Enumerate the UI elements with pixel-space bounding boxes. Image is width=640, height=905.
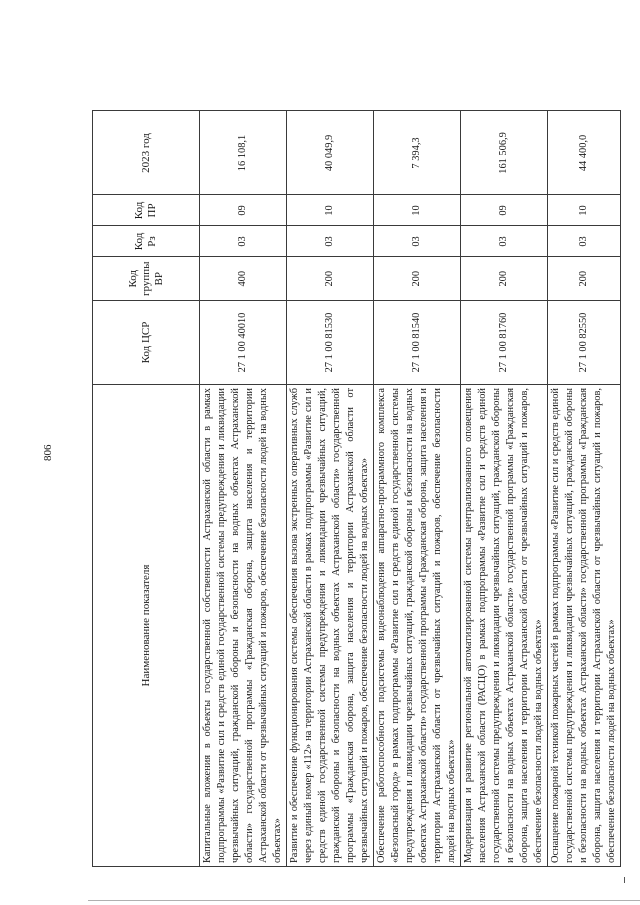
- table-header-row: [93, 111, 200, 867]
- row-vr: 200: [461, 257, 548, 301]
- row-vr: 200: [374, 257, 461, 301]
- row-vr: 400: [200, 257, 287, 301]
- row-rz: 03: [200, 226, 287, 257]
- header-name: Наименование показателя: [93, 385, 200, 867]
- row-csr: 27 1 00 40010: [200, 301, 287, 385]
- header-vr: Код группы ВР: [93, 257, 200, 301]
- row-vr: 200: [548, 257, 621, 301]
- margin-tick: [624, 877, 625, 883]
- row-name: Капитальные вложения в объекты государственной собственности Астраханской области в рамках подпрограммы «Развитие сил и средств единой государственной системы предупреждения и ликвидации чрезвычайных ситуаций, гражданской обороны и безопасности на водных объектах Астраханской области» государственной программы «Гражданская оборона, защита населения и территории Астраханской области от чрезвычайных ситуаций и пожаров, обеспечение безопасности людей на водных объектах»: [200, 385, 287, 867]
- row-pr: 10: [374, 195, 461, 226]
- header-csr: Код ЦСР: [93, 301, 200, 385]
- row-pr: 09: [461, 195, 548, 226]
- scan-edge-line: [88, 900, 640, 901]
- row-pr: 10: [287, 195, 374, 226]
- row-vr: 200: [287, 257, 374, 301]
- row-amount: 44 400,0: [548, 111, 621, 195]
- row-rz: 03: [374, 226, 461, 257]
- row-name: Оснащение пожарной техникой пожарных частей в рамках подпрограммы «Развитие сил и средств единой государственной системы предупреждения и ликвидации чрезвычайных ситуаций, гражданской обороны и безопасности на водных объектах Астраханской области» государственной программы «Гражданская оборона, защита населения и территории Астраханской области от чрезвычайных ситуаций и пожаров, обеспечение безопасности людей на водных объектах»: [548, 385, 621, 867]
- row-rz: 03: [548, 226, 621, 257]
- table-row: [287, 111, 374, 867]
- row-name: Модернизация и развитие региональной автоматизированной системы централизованного оповещения населения Астраханской области (РАСЦО) в рамках подпрограммы «Развитие сил и средств единой государственной системы предупреждения и ликвидации чрезвычайных ситуаций, гражданской обороны и безопасности на водных объектах Астраханской области» государственной программы «Гражданская оборона, защита населения и территории Астраханской области от чрезвычайных ситуаций и пожаров, обеспечение безопасности людей на водных объектах»: [461, 385, 548, 867]
- table-row: [200, 111, 287, 867]
- header-amount: 2023 год: [93, 111, 200, 195]
- table-row: [461, 111, 548, 867]
- row-name: Обеспечение работоспособности подсистемы видеонаблюдения аппаратно-программного комплекса «Безопасный город» в рамках подпрограммы «Развитие сил и средств единой государственной системы предупреждения и ликвидации чрезвычайных ситуаций, гражданской обороны и безопасности на водных объектах Астраханской области» государственной программы «Гражданская оборона, защита населения и территории Астраханской области от чрезвычайных ситуаций и пожаров, обеспечение безопасности людей на водных объектах»: [374, 385, 461, 867]
- row-csr: 27 1 00 81530: [287, 301, 374, 385]
- page-number: 806: [42, 444, 54, 461]
- row-amount: 40 049,9: [287, 111, 374, 195]
- table-row: [374, 111, 461, 867]
- row-rz: 03: [287, 226, 374, 257]
- row-rz: 03: [461, 226, 548, 257]
- row-amount: 7 394,3: [374, 111, 461, 195]
- row-pr: 10: [548, 195, 621, 226]
- row-csr: 27 1 00 82550: [548, 301, 621, 385]
- header-pr: Код ПР: [93, 195, 200, 226]
- row-pr: 09: [200, 195, 287, 226]
- table-row: [548, 111, 621, 867]
- row-csr: 27 1 00 81760: [461, 301, 548, 385]
- row-csr: 27 1 00 81540: [374, 301, 461, 385]
- budget-table: [92, 110, 621, 867]
- row-name: Развитие и обеспечение функционирования системы обеспечения вызова экстренных оперативных служб через единый номер «112» на территории Астраханской области в рамках подпрограммы «Развитие сил и средств единой государственной системы предупреждения и ликвидации чрезвычайных ситуаций, гражданской обороны и безопасности на водных объектах Астраханской области» государственной программы «Гражданская оборона, защита населения и территории Астраханской области от чрезвычайных ситуаций и пожаров, обеспечение безопасности людей на водных объектах»: [287, 385, 374, 867]
- row-amount: 161 506,9: [461, 111, 548, 195]
- header-rz: Код Рз: [93, 226, 200, 257]
- row-amount: 16 108,1: [200, 111, 287, 195]
